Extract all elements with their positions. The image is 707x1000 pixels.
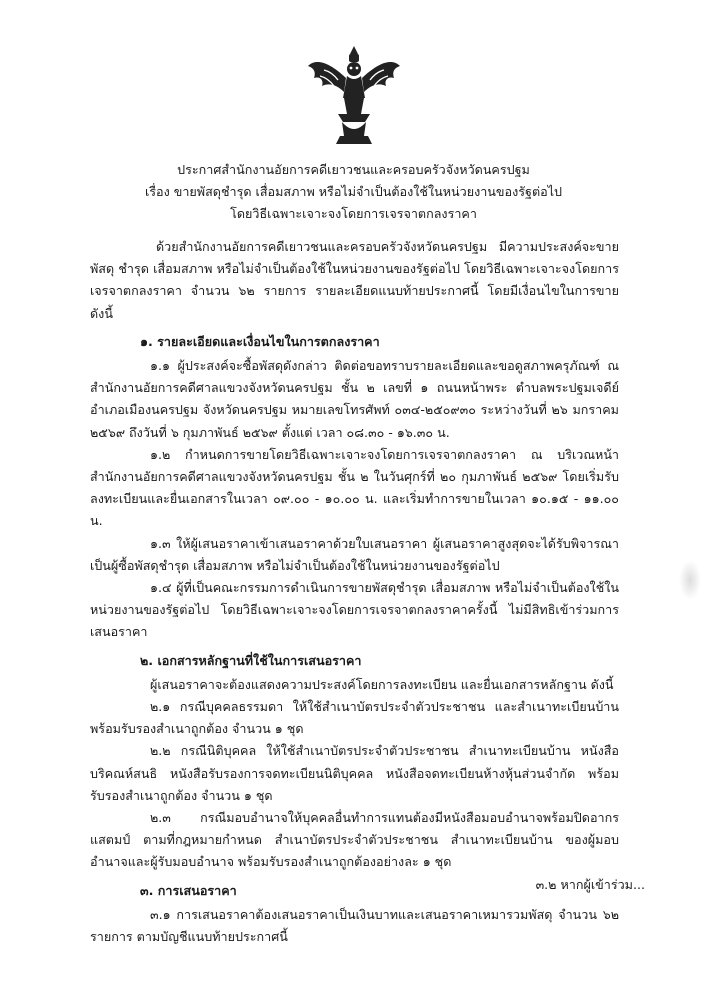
section-1-title: ๑. รายละเอียดและเงื่อนไขในการตกลงราคา (140, 333, 380, 349)
section-2-item-3: ๒.๓ กรณีมอบอำนาจให้บุคคลอื่นทำการแทนต้องมีหนังสือมอบอำนาจพร้อมปิดอากรแสตมป์ ตามที่กฎหมายกำหนด สำเนาบัตรประจำตัวประชาชน สำเนาทะเบียนบ้าน ของผู้มอบอำนาจและผู้รับมอบอำนาจ พร้อมรับรองสำเนาถูกต้องอย่างละ ๑ ชุด (90, 810, 619, 870)
section-1-item-4: ๑.๔ ผู้ที่เป็นคณะกรรมการดำเนินการขายพัสดุชำรุด เสื่อมสภาพ หรือไม่จำเป็นต้องใช้ในหน่วยงานของรัฐต่อไป โดยวิธีเฉพาะเจาะจงโดยการเจรจาตกลงราคาครั้งนี้ ไม่มีสิทธิเข้าร่วมการเสนอราคา (90, 580, 619, 640)
intro-paragraph: ด้วยสำนักงานอัยการคดีเยาวชนและครอบครัวจังหวัดนครปฐม มีความประสงค์จะขายพัสดุ ชำรุด เสื่อมสภาพ หรือไม่จำเป็นต้องใช้ในหน่วยงานของรัฐต่อไป โดยวิธีเฉพาะเจาะจงโดยการเจรจาตกลงราคา จำนวน ๖๒ รายการ รายละเอียดแนบท้ายประกาศนี้ โดยมีเงื่อนไขในการขาย ดังนี้ (90, 239, 619, 321)
section-2-item-2: ๒.๒ กรณีนิติบุคคล ให้ใช้สำเนาบัตรประจำตัวประชาชน สำเนาทะเบียนบ้าน หนังสือบริคณห์สนธิ หนังสือรับรองการจดทะเบียนนิติบุคคล หนังสือจดทะเบียนห้างหุ้นส่วนจำกัด พร้อมรับรองสำเนาถูกต้อง จำนวน ๑ ชุด (90, 743, 619, 803)
header-line-1: ประกาศสำนักงานอัยการคดีเยาวชนและครอบครัวจังหวัดนครปฐม (177, 162, 530, 177)
section-1-item-1: ๑.๑ ผู้ประสงค์จะซื้อพัสดุดังกล่าว ติดต่อขอทราบรายละเอียดและขอดูสภาพครุภัณฑ์ ณ สำนักงานอัยการคดีศาลแขวงจังหวัดนครปฐม ชั้น ๒ เลขที่ ๑ ถนนหน้าพระ ตำบลพระปฐมเจดีย์ อำเภอเมืองนครปฐม จังหวัดนครปฐม หมายเลขโทรศัพท์ ๐๓๔-๒๕๐๙๓๐ ระหว่างวันที่ ๒๖ มกราคม ๒๕๖๙ ถึงวันที่ ๖ กุมภาพันธ์ ๒๕๖๙ ตั้งแต่ เวลา ๐๘.๓๐ - ๑๖.๓๐ น. (90, 358, 619, 440)
section-2-title: ๒. เอกสารหลักฐานที่ใช้ในการเสนอราคา (140, 652, 362, 668)
announcement-header (60, 159, 647, 225)
section-1-item-2: ๑.๒ กำหนดการขายโดยวิธีเฉพาะเจาะจงโดยการเจรจาตกลงราคา ณ บริเวณหน้าสำนักงานอัยการคดีศาลแขวงจังหวัดนครปฐม ชั้น ๒ ในวันศุกร์ที่ ๒๐ กุมภาพันธ์ ๒๕๖๙ โดยเริ่มรับลงทะเบียนและยื่นเอกสารในเวลา ๐๙.๐๐ - ๑๐.๐๐ น. และเริ่มทำการขายในเวลา ๑๐.๑๕ - ๑๑.๐๐ น. (90, 446, 619, 529)
section-2-item-1: ๒.๑ กรณีบุคคลธรรมดา ให้ใช้สำเนาบัตรประจำตัวประชาชน และสำเนาทะเบียนบ้าน พร้อมรับรองสำเนาถูกต้อง จำนวน ๑ ชุด (90, 699, 619, 737)
announcement-body (90, 236, 619, 948)
section-2-lead: ผู้เสนอราคาจะต้องแสดงความประสงค์โดยการลงทะเบียน และยื่นเอกสารหลักฐาน ดังนี้ (150, 676, 614, 692)
header-line-3: โดยวิธีเฉพาะเจาะจงโดยการเจรจาตกลงราคา (230, 206, 477, 221)
section-3-title: ๓. การเสนอราคา (140, 882, 237, 898)
section-3-item-1: ๓.๑ การเสนอราคาต้องเสนอราคาเป็นเงินบาทและเสนอราคาเหมารวมพัสดุ จำนวน ๖๒ รายการ ตามบัญชีแนบท้ายประกาศนี้ (90, 906, 619, 945)
header-line-2: เรื่อง ขายพัสดุชำรุด เสื่อมสภาพ หรือไม่จำเป็นต้องใช้ในหน่วยงานของรัฐต่อไป (144, 184, 563, 199)
scan-smudge (679, 560, 701, 600)
section-1-item-3: ๑.๓ ให้ผู้เสนอราคาเข้าเสนอราคาด้วยใบเสนอราคา ผู้เสนอราคาสูงสุดจะได้รับพิจารณาเป็นผู้ซื้อพัสดุชำรุด เสื่อมสภาพ หรือไม่จำเป็นต้องใช้ในหน่วยงานของรัฐต่อไป (90, 535, 619, 573)
garuda-emblem-icon (304, 42, 404, 148)
continuation-note: ๓.๒ หากผู้เข้าร่วม... (535, 877, 645, 892)
